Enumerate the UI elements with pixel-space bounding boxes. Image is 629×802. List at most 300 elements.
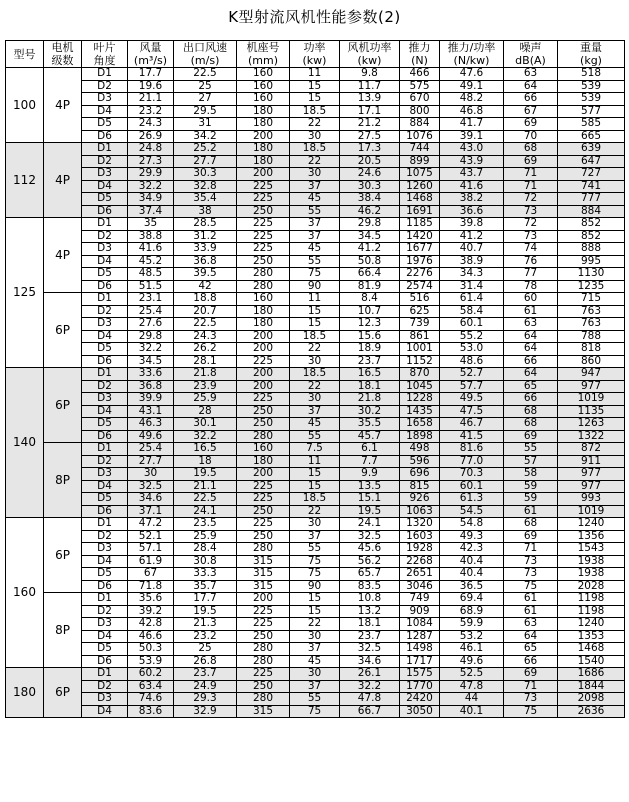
table-cell: 22	[290, 618, 340, 631]
table-cell: 68	[504, 405, 558, 418]
column-header-line: 出口风速	[183, 41, 227, 54]
table-cell: D4	[82, 105, 128, 118]
table-cell: 24.3	[174, 330, 237, 343]
table-row	[6, 118, 625, 131]
table-cell: 11	[290, 293, 340, 306]
table-cell: 17.3	[340, 143, 400, 156]
column-header-line: 风量	[139, 41, 162, 54]
table-cell: D5	[82, 268, 128, 281]
column-header	[6, 41, 44, 68]
table-cell: 16.5	[340, 368, 400, 381]
table-cell: 68	[504, 143, 558, 156]
model-group	[6, 668, 625, 718]
table-cell: 25	[174, 643, 237, 656]
table-cell: D2	[82, 305, 128, 318]
table-cell: D3	[82, 318, 128, 331]
table-cell: 2028	[558, 580, 625, 593]
column-header	[237, 41, 290, 68]
table-cell: 64	[504, 80, 558, 93]
model-cell: 140	[6, 368, 44, 518]
table-cell: 596	[400, 455, 440, 468]
table-cell: 75	[290, 268, 340, 281]
table-cell: D1	[82, 518, 128, 531]
table-cell: 60	[504, 293, 558, 306]
table-cell: 280	[237, 655, 290, 668]
table-cell: 498	[400, 443, 440, 456]
table-cell: D4	[82, 330, 128, 343]
table-cell: 61	[504, 505, 558, 518]
column-header-line: 功率	[303, 41, 326, 54]
column-header-line: 电机	[51, 41, 74, 54]
column-header	[440, 41, 504, 68]
table-cell: 17.7	[174, 593, 237, 606]
table-cell: 15	[290, 80, 340, 93]
table-cell: 55.2	[440, 330, 504, 343]
table-cell: 2574	[400, 280, 440, 293]
table-cell: 22	[290, 155, 340, 168]
table-row	[6, 643, 625, 656]
table-cell: 37.1	[128, 505, 174, 518]
table-cell: 46.7	[440, 418, 504, 431]
table-row	[6, 430, 625, 443]
table-cell: 993	[558, 493, 625, 506]
table-cell: 280	[237, 643, 290, 656]
table-cell: 61	[504, 305, 558, 318]
table-cell: 21.2	[340, 118, 400, 131]
table-cell: 28.4	[174, 543, 237, 556]
table-cell: 225	[237, 668, 290, 681]
table-cell: 909	[400, 605, 440, 618]
table-cell: 7.5	[290, 443, 340, 456]
table-cell: 21.1	[128, 93, 174, 106]
table-row	[6, 155, 625, 168]
table-cell: 22.5	[174, 493, 237, 506]
table-cell: 50.3	[128, 643, 174, 656]
table-row	[6, 680, 625, 693]
table-cell: 35.6	[128, 593, 174, 606]
table-row	[6, 568, 625, 581]
table-row	[6, 143, 625, 156]
table-cell: 75	[290, 555, 340, 568]
table-cell: 34.3	[440, 268, 504, 281]
table-row	[6, 493, 625, 506]
column-header-line: 机座号	[246, 41, 280, 54]
table-cell: 38	[174, 205, 237, 218]
table-cell: 75	[504, 705, 558, 718]
model-cell: 100	[6, 68, 44, 143]
table-cell: 17.1	[340, 105, 400, 118]
table-cell: 250	[237, 505, 290, 518]
table-cell: 1185	[400, 218, 440, 231]
table-cell: 32.8	[174, 180, 237, 193]
table-cell: D3	[82, 468, 128, 481]
table-cell: 38.8	[128, 230, 174, 243]
table-cell: 32.9	[174, 705, 237, 718]
table-cell: 696	[400, 468, 440, 481]
table-cell: 763	[558, 318, 625, 331]
column-header-line: (m³/s)	[133, 54, 168, 67]
table-cell: 1320	[400, 518, 440, 531]
pole-cell: 6P	[44, 293, 82, 368]
table-cell: 10.8	[340, 593, 400, 606]
table-cell: 38.2	[440, 193, 504, 206]
table-cell: 19.5	[174, 468, 237, 481]
table-row	[6, 243, 625, 256]
table-cell: 35.4	[174, 193, 237, 206]
table-cell: D5	[82, 118, 128, 131]
table-cell: D3	[82, 393, 128, 406]
table-row	[6, 593, 625, 606]
table-cell: 1543	[558, 543, 625, 556]
table-cell: 872	[558, 443, 625, 456]
table-cell: 45.7	[340, 430, 400, 443]
table-cell: 59.9	[440, 618, 504, 631]
table-cell: 24.1	[174, 505, 237, 518]
table-cell: 539	[558, 80, 625, 93]
table-cell: 884	[400, 118, 440, 131]
column-header-line: (kg)	[580, 54, 602, 67]
table-cell: 22.5	[174, 318, 237, 331]
table-cell: 15	[290, 318, 340, 331]
table-cell: 51.5	[128, 280, 174, 293]
table-cell: 60.1	[440, 480, 504, 493]
table-cell: 8.4	[340, 293, 400, 306]
table-cell: 28	[174, 405, 237, 418]
table-cell: 11.7	[340, 80, 400, 93]
table-cell: 23.2	[174, 630, 237, 643]
model-cell: 125	[6, 218, 44, 368]
table-cell: 40.7	[440, 243, 504, 256]
table-row	[6, 393, 625, 406]
table-cell: 71	[504, 180, 558, 193]
table-cell: 160	[237, 68, 290, 81]
table-cell: 888	[558, 243, 625, 256]
column-header-line: 叶片	[93, 41, 116, 54]
table-cell: D1	[82, 293, 128, 306]
table-cell: 57.7	[440, 380, 504, 393]
table-cell: 34.6	[340, 655, 400, 668]
table-cell: 73	[504, 555, 558, 568]
table-cell: 75	[290, 568, 340, 581]
table-cell: 1717	[400, 655, 440, 668]
table-cell: 250	[237, 680, 290, 693]
table-cell: 76	[504, 255, 558, 268]
table-cell: 24.9	[174, 680, 237, 693]
table-cell: 70	[504, 130, 558, 143]
table-cell: 9.9	[340, 468, 400, 481]
table-cell: 52.5	[440, 668, 504, 681]
table-cell: 55	[290, 205, 340, 218]
table-cell: 40.4	[440, 568, 504, 581]
table-cell: 1938	[558, 568, 625, 581]
table-cell: 911	[558, 455, 625, 468]
table-cell: 27.6	[128, 318, 174, 331]
table-cell: 25.9	[174, 530, 237, 543]
table-cell: 37	[290, 405, 340, 418]
table-cell: 64	[504, 630, 558, 643]
table-cell: 33.3	[174, 568, 237, 581]
pole-cell: 8P	[44, 593, 82, 668]
model-cell: 160	[6, 518, 44, 668]
table-cell: D6	[82, 205, 128, 218]
table-cell: 32.2	[340, 680, 400, 693]
table-cell: 61.3	[440, 493, 504, 506]
table-cell: 30	[290, 668, 340, 681]
table-cell: 30.1	[174, 418, 237, 431]
column-header	[82, 41, 128, 68]
table-cell: 67	[128, 568, 174, 581]
table-cell: 639	[558, 143, 625, 156]
table-row	[6, 193, 625, 206]
table-cell: 34.5	[128, 355, 174, 368]
table-cell: 46.8	[440, 105, 504, 118]
model-group	[6, 368, 625, 518]
table-cell: D5	[82, 568, 128, 581]
table-cell: 18.9	[340, 343, 400, 356]
table-cell: 225	[237, 230, 290, 243]
table-cell: 66	[504, 355, 558, 368]
table-row	[6, 418, 625, 431]
table-cell: 66.7	[340, 705, 400, 718]
table-cell: 52.7	[440, 368, 504, 381]
table-cell: 21.1	[174, 480, 237, 493]
table-cell: 15.1	[340, 493, 400, 506]
table-cell: 225	[237, 493, 290, 506]
table-cell: 1135	[558, 405, 625, 418]
table-cell: 31	[174, 118, 237, 131]
table-cell: 180	[237, 305, 290, 318]
table-cell: 1928	[400, 543, 440, 556]
table-cell: 30.8	[174, 555, 237, 568]
table-row	[6, 618, 625, 631]
table-cell: 884	[558, 205, 625, 218]
table-cell: 250	[237, 255, 290, 268]
table-cell: 225	[237, 393, 290, 406]
table-cell: 1540	[558, 655, 625, 668]
table-cell: 2651	[400, 568, 440, 581]
table-cell: 28.1	[174, 355, 237, 368]
table-cell: D1	[82, 668, 128, 681]
table-cell: 45.6	[340, 543, 400, 556]
table-cell: 41.6	[128, 243, 174, 256]
table-cell: 37	[290, 230, 340, 243]
column-header	[44, 41, 82, 68]
table-row	[6, 693, 625, 706]
table-row	[6, 80, 625, 93]
table-cell: D2	[82, 680, 128, 693]
table-cell: 30	[290, 518, 340, 531]
table-cell: 225	[237, 518, 290, 531]
table-cell: 1045	[400, 380, 440, 393]
table-cell: 225	[237, 605, 290, 618]
table-cell: 585	[558, 118, 625, 131]
table-row	[6, 355, 625, 368]
table-cell: 35	[128, 218, 174, 231]
table-cell: 40.4	[440, 555, 504, 568]
table-cell: 315	[237, 555, 290, 568]
table-cell: 68	[504, 418, 558, 431]
table-cell: 39.5	[174, 268, 237, 281]
column-header	[128, 41, 174, 68]
table-cell: 45	[290, 655, 340, 668]
table-cell: D1	[82, 218, 128, 231]
table-cell: 49.6	[440, 655, 504, 668]
table-cell: 39.2	[128, 605, 174, 618]
table-cell: D5	[82, 343, 128, 356]
table-cell: 42	[174, 280, 237, 293]
column-header-line: (mm)	[247, 54, 278, 67]
table-cell: 72	[504, 193, 558, 206]
table-row	[6, 293, 625, 306]
table-cell: 69.4	[440, 593, 504, 606]
table-cell: 29.8	[340, 218, 400, 231]
table-cell: 225	[237, 480, 290, 493]
table-row	[6, 368, 625, 381]
table-cell: D6	[82, 130, 128, 143]
table-row	[6, 630, 625, 643]
table-cell: 1468	[558, 643, 625, 656]
table-cell: 741	[558, 180, 625, 193]
table-cell: 1240	[558, 618, 625, 631]
table-cell: 19.6	[128, 80, 174, 93]
header-row	[6, 41, 625, 68]
table-cell: 71.8	[128, 580, 174, 593]
table-cell: 315	[237, 580, 290, 593]
table-cell: 1938	[558, 555, 625, 568]
table-cell: 71	[504, 168, 558, 181]
table-cell: 225	[237, 355, 290, 368]
table-cell: 1603	[400, 530, 440, 543]
column-header-line: (kw)	[357, 54, 382, 67]
table-cell: 52.1	[128, 530, 174, 543]
table-cell: 28.5	[174, 218, 237, 231]
table-cell: 33.6	[128, 368, 174, 381]
table-cell: 36.8	[174, 255, 237, 268]
column-header	[290, 41, 340, 68]
table-cell: 1287	[400, 630, 440, 643]
table-cell: 72	[504, 218, 558, 231]
table-cell: 715	[558, 293, 625, 306]
table-cell: 31.4	[440, 280, 504, 293]
table-cell: 1677	[400, 243, 440, 256]
table-cell: 90	[290, 580, 340, 593]
table-cell: D4	[82, 405, 128, 418]
table-cell: 55	[290, 543, 340, 556]
table-cell: 18.5	[290, 143, 340, 156]
table-cell: 788	[558, 330, 625, 343]
table-cell: 63.4	[128, 680, 174, 693]
model-group	[6, 68, 625, 143]
table-cell: D3	[82, 693, 128, 706]
table-cell: 23.7	[174, 668, 237, 681]
table-cell: 64	[504, 343, 558, 356]
table-cell: 280	[237, 280, 290, 293]
table-cell: 1976	[400, 255, 440, 268]
table-cell: 10.7	[340, 305, 400, 318]
table-cell: 53.0	[440, 343, 504, 356]
table-cell: 250	[237, 530, 290, 543]
table-cell: 1322	[558, 430, 625, 443]
table-cell: 24.6	[340, 168, 400, 181]
table-cell: 280	[237, 268, 290, 281]
table-row	[6, 455, 625, 468]
table-cell: 1435	[400, 405, 440, 418]
pole-cell: 4P	[44, 218, 82, 293]
table-cell: 47.2	[128, 518, 174, 531]
column-header-line: 风机功率	[347, 41, 392, 54]
table-cell: 977	[558, 468, 625, 481]
column-header	[400, 41, 440, 68]
table-cell: 250	[237, 630, 290, 643]
table-row	[6, 468, 625, 481]
table-cell: 27	[174, 93, 237, 106]
pole-cell: 8P	[44, 443, 82, 518]
table-cell: 43.0	[440, 143, 504, 156]
table-cell: 27.3	[128, 155, 174, 168]
table-cell: 31.2	[174, 230, 237, 243]
table-cell: 41.2	[440, 230, 504, 243]
table-cell: D6	[82, 505, 128, 518]
table-cell: 160	[237, 80, 290, 93]
table-cell: 34.9	[128, 193, 174, 206]
table-cell: 29.8	[128, 330, 174, 343]
table-cell: 1240	[558, 518, 625, 531]
table-cell: 47.8	[440, 680, 504, 693]
table-cell: 25.2	[174, 143, 237, 156]
table-cell: 39.1	[440, 130, 504, 143]
column-header-line: (kw)	[302, 54, 327, 67]
table-cell: D3	[82, 243, 128, 256]
table-cell: 66	[504, 393, 558, 406]
table-cell: 78	[504, 280, 558, 293]
table-cell: 58.4	[440, 305, 504, 318]
table-cell: 37	[290, 643, 340, 656]
table-cell: 15	[290, 468, 340, 481]
table-cell: 739	[400, 318, 440, 331]
table-row	[6, 343, 625, 356]
table-cell: D2	[82, 530, 128, 543]
table-cell: D4	[82, 555, 128, 568]
column-header	[340, 41, 400, 68]
table-cell: 30	[290, 630, 340, 643]
table-cell: D4	[82, 180, 128, 193]
table-row	[6, 93, 625, 106]
table-cell: 73	[504, 568, 558, 581]
table-cell: 250	[237, 205, 290, 218]
table-cell: 32.2	[174, 430, 237, 443]
table-cell: 69	[504, 668, 558, 681]
table-cell: 44	[440, 693, 504, 706]
table-cell: 34.5	[340, 230, 400, 243]
column-header	[558, 41, 625, 68]
table-cell: 200	[237, 130, 290, 143]
table-cell: 1658	[400, 418, 440, 431]
table-cell: 1844	[558, 680, 625, 693]
table-cell: 36.5	[440, 580, 504, 593]
column-header-line: 重量	[580, 41, 602, 54]
table-cell: 1198	[558, 605, 625, 618]
table-cell: 41.5	[440, 430, 504, 443]
table-cell: 25.4	[128, 305, 174, 318]
table-cell: 22	[290, 380, 340, 393]
table-row	[6, 518, 625, 531]
table-cell: 40.1	[440, 705, 504, 718]
table-cell: D2	[82, 80, 128, 93]
table-row	[6, 318, 625, 331]
table-cell: 77	[504, 268, 558, 281]
table-cell: 59	[504, 493, 558, 506]
table-cell: 744	[400, 143, 440, 156]
